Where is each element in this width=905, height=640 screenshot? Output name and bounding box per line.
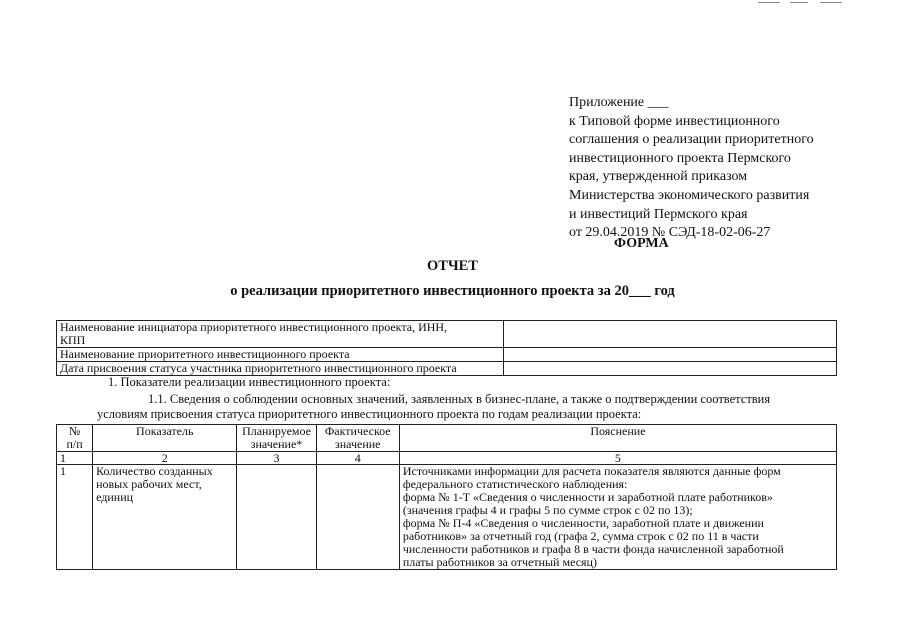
scan-artifact xyxy=(820,2,842,3)
column-number: 1 xyxy=(57,452,93,465)
col-header-indicator: Показатель xyxy=(93,425,237,452)
column-number: 3 xyxy=(237,452,316,465)
report-subtitle: о реализации приоритетного инвестиционного проекта за 20___ год xyxy=(230,283,675,299)
header-line: значение* xyxy=(250,437,303,451)
header-line: № xyxy=(68,424,81,438)
indicator-line: новых рабочих мест, xyxy=(96,477,202,491)
explanation-line: Источниками информации для расчета показателя являются данные форм xyxy=(402,464,781,478)
indicator-cell xyxy=(93,465,237,570)
column-number: 5 xyxy=(399,452,836,465)
section-subheading: 1.1. Сведения о соблюдении основных значений, заявленных в бизнес-плане, а также о подтверждении соответствия xyxy=(148,392,771,406)
appendix-line: инвестиционного проекта Пермского xyxy=(569,150,791,166)
column-number: 4 xyxy=(316,452,399,465)
explanation-cell xyxy=(399,465,836,570)
explanation-line: работников» за отчетный год (графа 2, сумма строк с 02 по 11 в части xyxy=(402,529,759,543)
info-row xyxy=(57,362,837,376)
appendix-line: соглашения о реализации приоритетного xyxy=(569,132,814,148)
info-value-field[interactable] xyxy=(504,321,837,348)
explanation-line: (значения графы 4 и графы 5 по сумме строк с 02 по 13); xyxy=(402,503,693,517)
info-label: Дата присвоения статуса участника приоритетного инвестиционного проекта xyxy=(57,362,504,376)
appendix-line: от 29.04.2019 № СЭД-18-02-06-27 xyxy=(569,225,771,241)
header-line: п/п xyxy=(66,437,83,451)
info-label xyxy=(57,321,504,348)
scan-artifact xyxy=(790,2,808,3)
col-header-number xyxy=(57,425,93,452)
scan-artifact xyxy=(758,2,780,3)
info-value-field[interactable] xyxy=(504,348,837,362)
report-title: ОТЧЕТ xyxy=(427,258,478,274)
actual-value-field[interactable] xyxy=(316,465,399,570)
indicator-line: единиц xyxy=(96,490,134,504)
column-number: 2 xyxy=(93,452,237,465)
explanation-line: федерального статистического наблюдения: xyxy=(402,477,628,491)
explanation-line: форма № П-4 «Сведения о численности, заработной плате и движении xyxy=(402,516,764,530)
header-line: Фактическое xyxy=(324,424,391,438)
info-value-field[interactable] xyxy=(504,362,837,376)
appendix-line: Приложение ___ xyxy=(569,95,669,110)
appendix-line: края, утвержденной приказом xyxy=(569,169,748,185)
info-row xyxy=(57,348,837,362)
info-label: Наименование приоритетного инвестиционного проекта xyxy=(57,348,504,362)
table-row xyxy=(57,465,837,570)
explanation-line: форма № 1-Т «Сведения о численности и заработной плате работников» xyxy=(402,490,773,504)
indicators-table xyxy=(56,424,837,570)
header-line: Планируемое xyxy=(242,424,311,438)
table-header-row xyxy=(57,425,837,452)
planned-value-field[interactable] xyxy=(237,465,316,570)
col-header-explanation: Пояснение xyxy=(399,425,836,452)
form-label: ФОРМА xyxy=(614,236,669,251)
section-heading: 1. Показатели реализации инвестиционного проекта: xyxy=(108,375,391,389)
info-row xyxy=(57,321,837,348)
header-line: значение xyxy=(334,437,381,451)
info-label-line: КПП xyxy=(60,333,86,347)
project-info-table xyxy=(56,320,837,376)
row-number: 1 xyxy=(57,465,93,570)
section-subheading-cont: условиям присвоения статуса приоритетного инвестиционного проекта по годам реализации проекта: xyxy=(97,407,642,421)
appendix-block xyxy=(569,94,869,243)
appendix-line: к Типовой форме инвестиционного xyxy=(569,113,780,129)
appendix-line: и инвестиций Пермского края xyxy=(569,206,748,222)
col-header-planned xyxy=(237,425,316,452)
indicator-line: Количество созданных xyxy=(96,464,213,478)
info-label-line: Наименование инициатора приоритетного инвестиционного проекта, ИНН, xyxy=(60,320,448,334)
col-header-actual xyxy=(316,425,399,452)
column-number-row xyxy=(57,452,837,465)
explanation-line: численности работников и графа 8 в части фонда начисленной заработной xyxy=(402,542,784,556)
explanation-line: платы работников за отчетный месяц) xyxy=(402,555,597,569)
appendix-line: Министерства экономического развития xyxy=(569,187,810,203)
